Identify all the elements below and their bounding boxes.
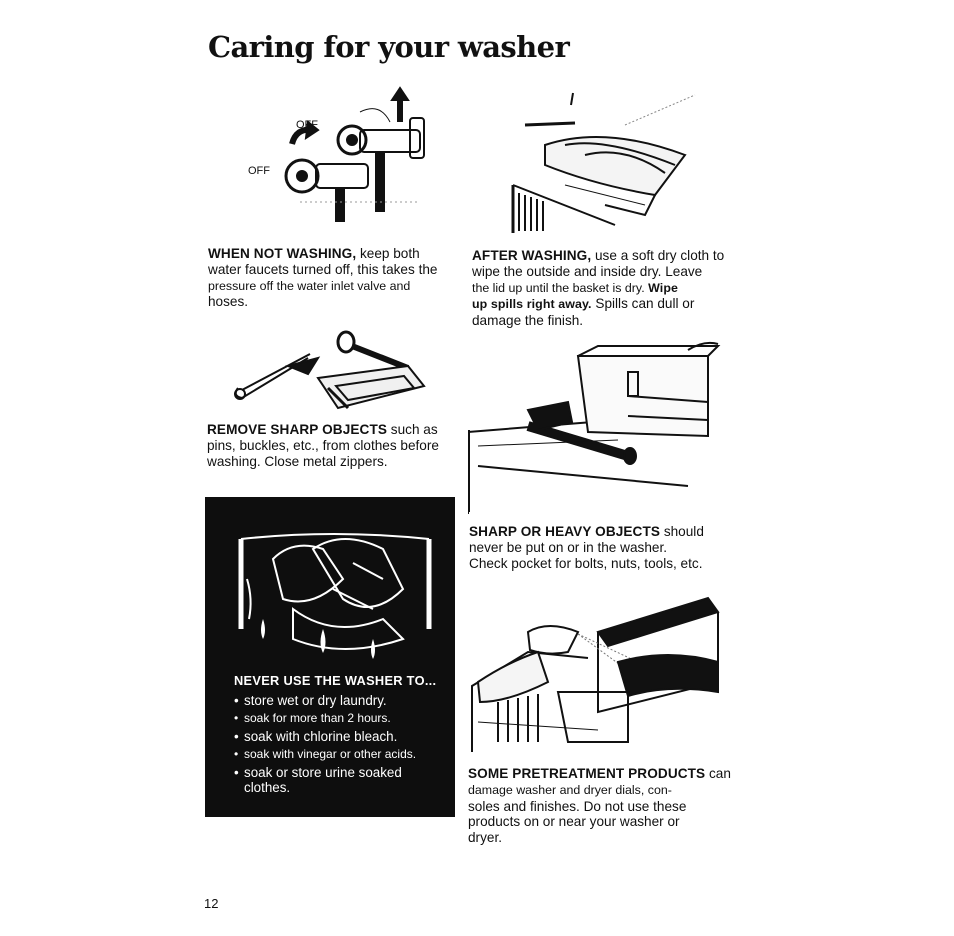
page-number: 12	[204, 896, 219, 911]
caption-emphasis: Wipe	[648, 280, 678, 295]
soaking-laundry-illustration	[233, 519, 433, 669]
caption-pretreatment-products	[468, 766, 738, 846]
wiping-washer-illustration	[505, 85, 705, 245]
caption-text: water faucets turned off, this takes the	[208, 261, 438, 277]
caption-when-not-washing	[208, 246, 458, 310]
caption-text: can	[705, 766, 731, 781]
bullet: •	[234, 765, 239, 780]
warning-item-text: soak with chlorine bleach.	[244, 729, 398, 744]
caption-lead: AFTER WASHING,	[472, 248, 592, 263]
caption-text: hoses.	[208, 294, 249, 310]
bullet: •	[234, 693, 239, 708]
warning-box	[205, 497, 455, 817]
pins-buckles-illustration	[228, 328, 438, 418]
off-label-lower: OFF	[248, 165, 270, 177]
divider-line	[468, 430, 470, 512]
caption-text: Check pocket for bolts, nuts, tools, etc.	[469, 555, 703, 571]
caption-lead: SOME PRETREATMENT PRODUCTS	[468, 766, 706, 781]
page-title: Caring for your washer	[208, 30, 570, 64]
caption-emphasis: up spills right away.	[472, 297, 592, 312]
caption-lead: WHEN NOT WASHING,	[208, 246, 357, 261]
warning-item-text: soak with vinegar or other acids.	[244, 747, 417, 761]
caption-text: such as	[387, 422, 438, 437]
caption-text: pressure off the water inlet valve and	[208, 278, 411, 293]
caption-text: the lid up until the basket is dry.	[472, 280, 649, 295]
spray-bottle-illustration	[468, 592, 724, 754]
off-label-upper: OFF	[296, 119, 318, 131]
caption-text: products on or near your washer or	[468, 814, 680, 830]
bullet: •	[234, 747, 239, 761]
caption-text: use a soft dry cloth to	[591, 248, 725, 263]
hammer-on-washer-illustration	[468, 336, 728, 516]
caption-after-washing	[472, 248, 742, 329]
caption-text: pins, buckles, etc., from clothes before	[207, 437, 439, 453]
caption-text: should	[660, 524, 704, 539]
caption-text: wipe the outside and inside dry. Leave	[472, 263, 703, 279]
warning-item	[234, 747, 444, 762]
caption-remove-sharp-objects	[207, 422, 462, 469]
caption-text: never be put on or in the washer.	[469, 539, 667, 555]
warning-item	[234, 729, 444, 744]
caption-lead: REMOVE SHARP OBJECTS	[207, 422, 388, 437]
warning-item	[234, 765, 444, 795]
warning-item-text: soak or store urine soaked clothes.	[244, 765, 402, 795]
warning-item	[234, 711, 444, 726]
warning-heading: NEVER USE THE WASHER TO...	[234, 673, 437, 688]
caption-text: keep both	[356, 246, 420, 261]
caption-text: damage washer and dryer dials, con-	[468, 782, 672, 797]
warning-item	[234, 693, 444, 708]
water-faucets-illustration	[240, 82, 440, 232]
caption-sharp-heavy-objects	[469, 524, 739, 571]
caption-text: soles and finishes. Do not use these	[468, 798, 687, 814]
caption-text: Spills can dull or	[591, 296, 695, 312]
warning-item-text: soak for more than 2 hours.	[244, 711, 391, 725]
warning-item-text: store wet or dry laundry.	[244, 693, 387, 708]
caption-text: damage the finish.	[472, 313, 584, 329]
caption-lead: SHARP OR HEAVY OBJECTS	[469, 524, 661, 539]
bullet: •	[234, 711, 239, 725]
caption-text: dryer.	[468, 830, 502, 846]
caption-text: washing. Close metal zippers.	[207, 453, 388, 469]
bullet: •	[234, 729, 239, 744]
